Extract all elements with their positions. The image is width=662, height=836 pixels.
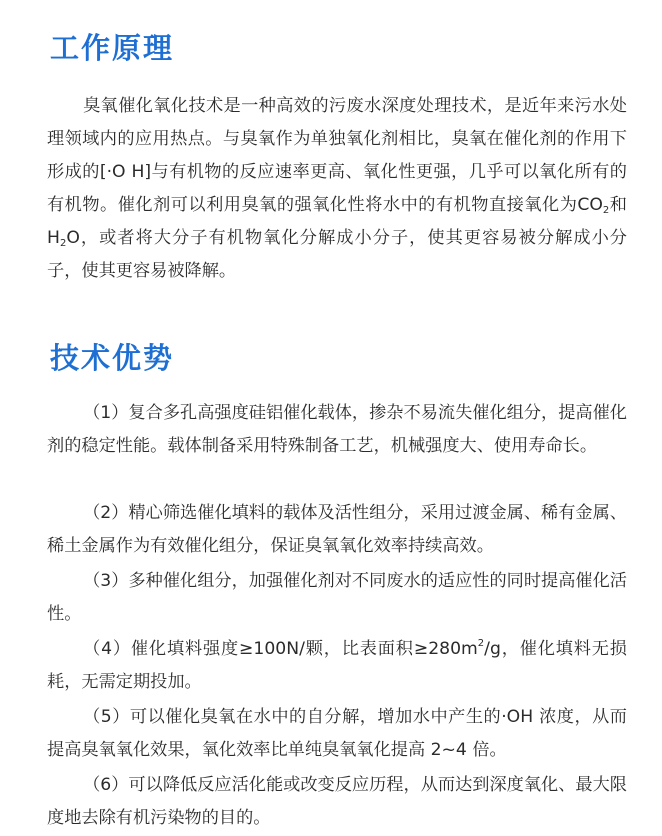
advantage-item-6: （6）可以降低反应活化能或改变反应历程，从而达到深度氧化、最大限度地去除有机污染物的目的。 — [47, 775, 627, 828]
paragraph-text-part-c: O，或者将大分子有机物氧化分解成小分子，使其更容易被分解成小分子，使其更容易被降解。 — [47, 228, 627, 281]
advantage-item-4-part-a: （4）催化填料强度≥100N/颗，比表面积≥280m — [83, 639, 478, 659]
section-title-working-principle: 工作原理 — [50, 31, 175, 65]
advantage-item-2: （2）精心筛选催化填料的载体及活性组分，采用过渡金属、稀有金属、稀土金属作为有效催化组分，保证臭氧氧化效率持续高效。 — [47, 503, 627, 556]
working-principle-paragraph — [47, 90, 627, 288]
superscript-2: 2 — [477, 638, 485, 649]
paragraph-text-part-a: 臭氧催化氧化技术是一种高效的污废水深度处理技术，是近年来污水处理领域内的应用热点。与臭氧作为单独氧化剂相比，臭氧在催化剂的作用下形成的[·O H]与有机物的反应速率更高、氧化性更强，几乎可以氧化所有的有机物。催化剂可以利用臭氧的强氧化性将水中的有机物直接氧化为CO — [47, 96, 627, 215]
advantage-item-3: （3）多种催化组分，加强催化剂对不同废水的适应性的同时提高催化活性。 — [47, 571, 627, 624]
section-title-technical-advantages: 技术优势 — [50, 341, 175, 375]
advantage-item-1: （1）复合多孔高强度硅铝催化载体，掺杂不易流失催化组分，提高催化剂的稳定性能。载体制备采用特殊制备工艺，机械强度大、使用寿命长。 — [47, 403, 627, 456]
advantage-item-4 — [47, 633, 627, 699]
subscript-2: 2 — [602, 205, 610, 216]
subscript-2: 2 — [59, 238, 67, 249]
advantage-item-4-part-b: /g，催化填料无损耗，无需定期投加。 — [47, 639, 627, 692]
advantage-item-5: （5）可以催化臭氧在水中的自分解，增加水中产生的·OH 浓度，从而提高臭氧氧化效果，氧化效率比单纯臭氧氧化提高 2~4 倍。 — [47, 707, 627, 760]
paragraph-text-part-b: 和H — [47, 195, 627, 248]
